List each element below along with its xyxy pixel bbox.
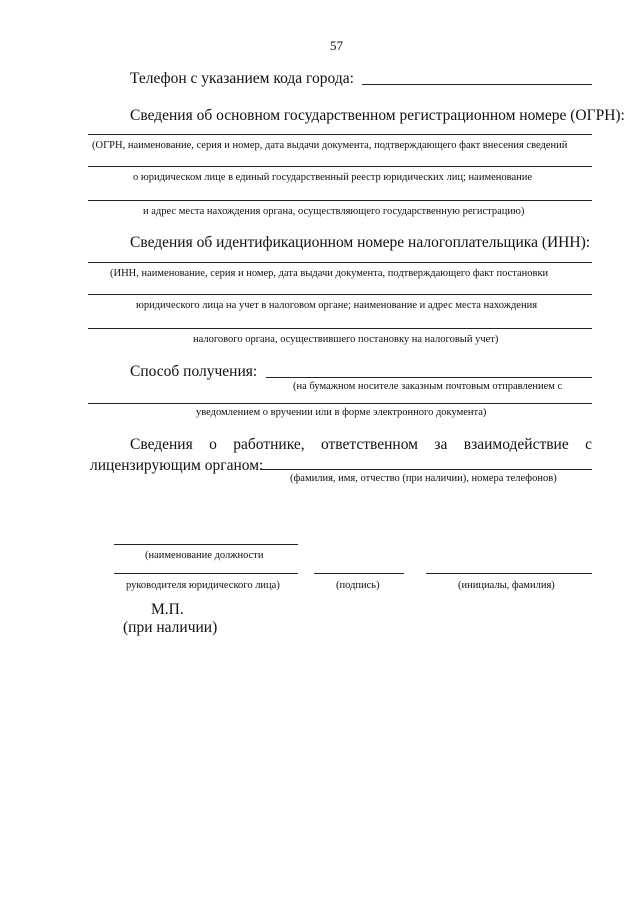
inn-heading: Сведения об идентификационном номере налогоплательщика (ИНН): xyxy=(130,234,591,251)
name-caption: (инициалы, фамилия) xyxy=(458,580,555,591)
receipt-caption-2: уведомлением о вручении или в форме электронного документа) xyxy=(196,407,487,418)
position-input-line-2[interactable] xyxy=(114,573,298,574)
phone-input-line[interactable] xyxy=(362,84,592,85)
position-caption-1: (наименование должности xyxy=(145,550,264,561)
ogrn-input-line-2[interactable] xyxy=(88,166,592,167)
ogrn-input-line-3[interactable] xyxy=(88,200,592,201)
ogrn-caption-2: о юридическом лице в единый государственный реестр юридических лиц; наименование xyxy=(133,172,532,183)
ogrn-input-line-1[interactable] xyxy=(88,134,592,135)
receipt-caption-1: (на бумажном носителе заказным почтовым отправлением с xyxy=(293,381,563,392)
phone-label: Телефон с указанием кода города: xyxy=(130,70,354,87)
inn-caption-2: юридического лица на учет в налоговом органе; наименование и адрес места нахождения xyxy=(136,300,538,311)
stamp-note: (при наличии) xyxy=(123,619,218,636)
receipt-label: Способ получения: xyxy=(130,363,258,380)
stamp-label: М.П. xyxy=(151,601,184,618)
name-input-line[interactable] xyxy=(426,573,592,574)
inn-caption-3: налогового органа, осуществившего постановку на налоговый учет) xyxy=(193,334,499,345)
inn-input-line-2[interactable] xyxy=(88,294,592,295)
ogrn-caption-3: и адрес места нахождения органа, осуществляющего государственную регистрацию) xyxy=(143,206,525,217)
ogrn-caption-1: (ОГРН, наименование, серия и номер, дата выдачи документа, подтверждающего факт внесения сведений xyxy=(92,140,568,151)
employee-caption: (фамилия, имя, отчество (при наличии), номера телефонов) xyxy=(290,473,557,484)
inn-input-line-1[interactable] xyxy=(88,262,592,263)
signature-caption: (подпись) xyxy=(336,580,380,591)
position-input-line-1[interactable] xyxy=(114,544,298,545)
employee-heading: Сведения о работнике, ответственном за взаимодействие с xyxy=(130,436,592,453)
ogrn-heading: Сведения об основном государственном регистрационном номере (ОГРН): xyxy=(130,107,625,124)
inn-caption-1: (ИНН, наименование, серия и номер, дата выдачи документа, подтверждающего факт постановки xyxy=(110,268,549,279)
receipt-input-line-1[interactable] xyxy=(266,377,592,378)
employee-input-line[interactable] xyxy=(260,469,592,470)
signature-input-line[interactable] xyxy=(314,573,404,574)
inn-input-line-3[interactable] xyxy=(88,328,592,329)
receipt-input-line-2[interactable] xyxy=(88,403,592,404)
employee-heading-continued: лицензирующим органом: xyxy=(90,457,264,474)
page-number: 57 xyxy=(330,38,343,53)
position-caption-2: руководителя юридического лица) xyxy=(126,580,280,591)
